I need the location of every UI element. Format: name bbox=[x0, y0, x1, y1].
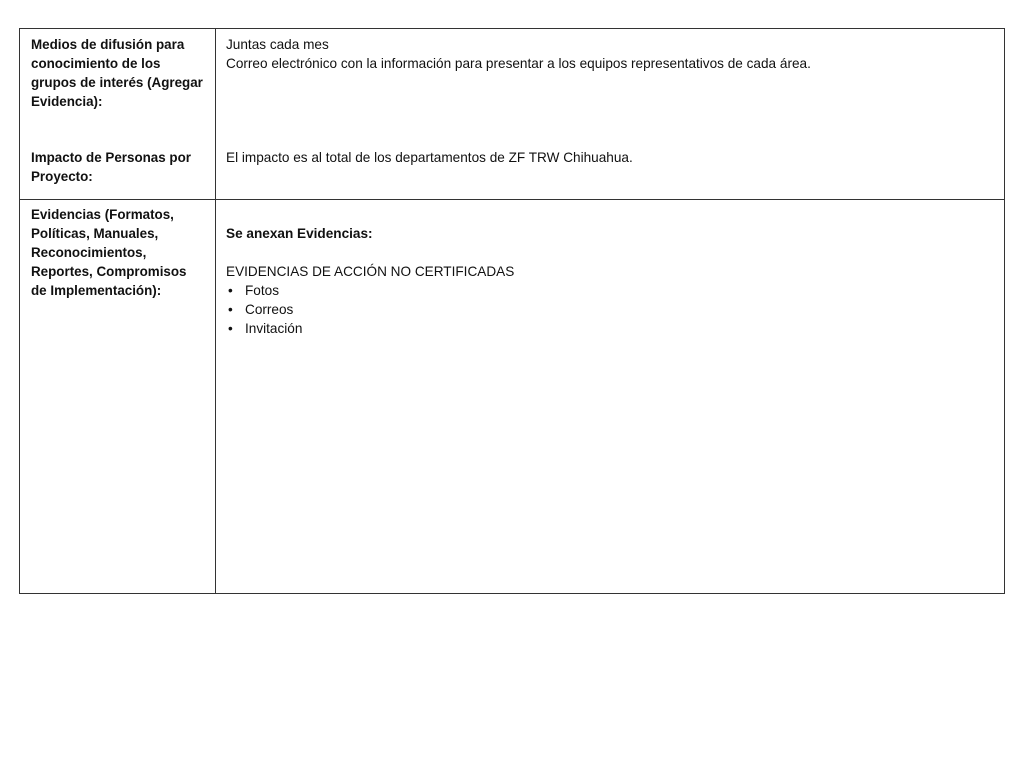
value-line: El impacto es al total de los departamentos de ZF TRW Chihuahua. bbox=[226, 150, 633, 165]
label-line: Reportes, Compromisos bbox=[31, 264, 187, 279]
list-item: • Correos bbox=[226, 300, 514, 319]
label-impacto-personas bbox=[31, 148, 191, 186]
row-divider bbox=[20, 199, 1004, 200]
label-line: Políticas, Manuales, bbox=[31, 226, 159, 241]
evidence-bullet-list bbox=[226, 281, 514, 338]
label-line: Reconocimientos, bbox=[31, 245, 147, 260]
value-medios-difusion bbox=[226, 35, 811, 73]
anexan-heading: Se anexan Evidencias: bbox=[226, 226, 373, 241]
label-line: grupos de interés (Agregar bbox=[31, 75, 203, 90]
spacer-line bbox=[226, 243, 514, 262]
list-item: • Fotos bbox=[226, 281, 514, 300]
label-line: Evidencia): bbox=[31, 94, 103, 109]
label-line: Medios de difusión para bbox=[31, 37, 185, 52]
value-evidencias bbox=[226, 224, 514, 338]
certificadas-heading: EVIDENCIAS DE ACCIÓN NO CERTIFICADAS bbox=[226, 264, 515, 279]
label-line: Impacto de Personas por bbox=[31, 150, 191, 165]
column-divider bbox=[215, 29, 216, 593]
label-line: conocimiento de los bbox=[31, 56, 161, 71]
label-medios-difusion bbox=[31, 35, 203, 111]
label-line: Proyecto: bbox=[31, 169, 93, 184]
value-line: Correo electrónico con la información para presentar a los equipos representativos de cada área. bbox=[226, 56, 811, 71]
label-line: Evidencias (Formatos, bbox=[31, 207, 174, 222]
label-line: de Implementación): bbox=[31, 283, 162, 298]
list-item: • Invitación bbox=[226, 319, 514, 338]
label-evidencias bbox=[31, 205, 187, 300]
evidence-table bbox=[19, 28, 1005, 594]
value-impacto bbox=[226, 148, 633, 167]
value-line: Juntas cada mes bbox=[226, 37, 329, 52]
